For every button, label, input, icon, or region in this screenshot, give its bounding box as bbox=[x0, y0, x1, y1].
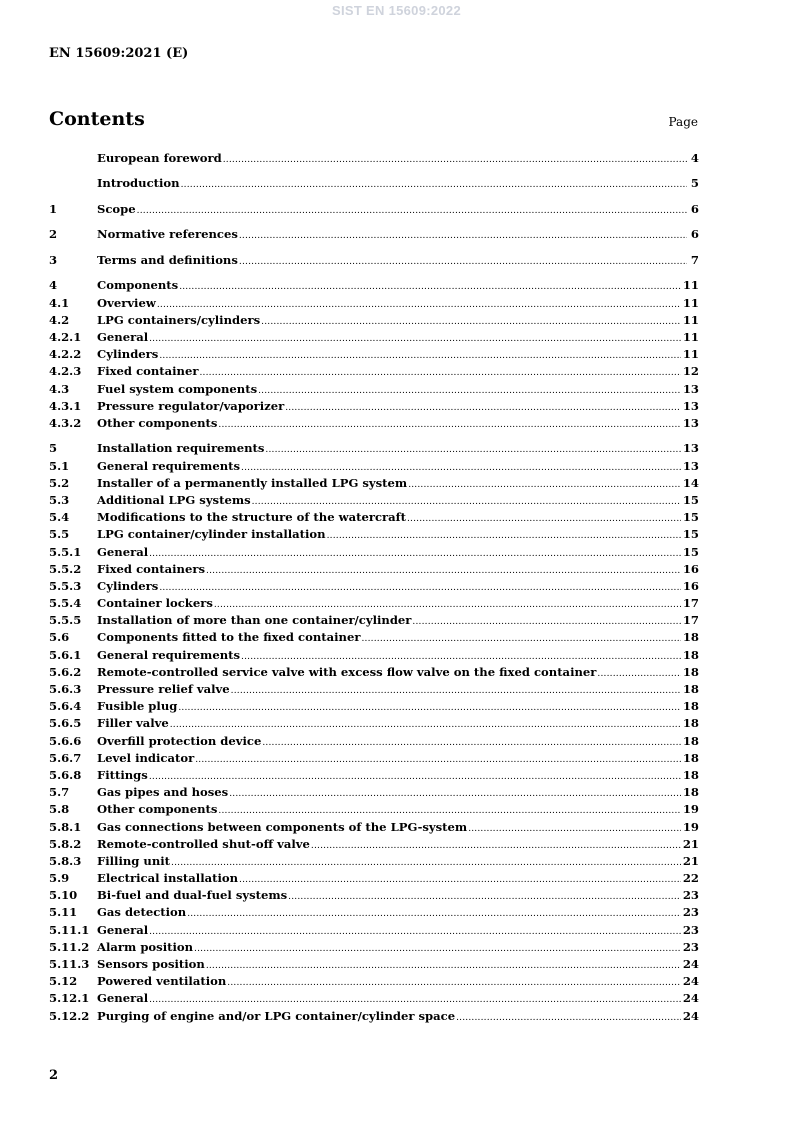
dot-leader bbox=[361, 631, 680, 648]
dot-leader bbox=[149, 331, 681, 348]
toc-entry[interactable] bbox=[49, 887, 699, 904]
toc-entry[interactable] bbox=[49, 681, 699, 698]
toc-entry-title: Other components bbox=[97, 802, 218, 817]
dot-leader bbox=[265, 442, 680, 459]
dot-leader bbox=[159, 580, 681, 597]
toc-entry-page: 17 bbox=[682, 596, 699, 611]
toc-entry-page: 19 bbox=[682, 802, 699, 817]
toc-entry-title: Gas connections between components of the LPG-system bbox=[97, 819, 468, 834]
dot-leader bbox=[408, 477, 681, 494]
dot-leader bbox=[311, 838, 681, 855]
toc-entry-title: Electrical installation bbox=[97, 871, 239, 886]
toc-entry[interactable] bbox=[49, 329, 699, 346]
dot-leader bbox=[206, 563, 681, 580]
toc-entry-number: 5 bbox=[49, 441, 58, 456]
toc-entry-number: 5.8.2 bbox=[49, 836, 82, 851]
toc-entry-page: 18 bbox=[682, 664, 699, 679]
toc-entry[interactable] bbox=[49, 698, 699, 715]
dot-leader bbox=[285, 400, 681, 417]
dot-leader bbox=[171, 855, 681, 872]
toc-entry[interactable] bbox=[49, 801, 699, 818]
toc-entry-page: 4 bbox=[690, 151, 699, 165]
toc-entry-number: 5.5 bbox=[49, 527, 70, 542]
toc-entry-page: 18 bbox=[682, 785, 699, 800]
toc-entry[interactable] bbox=[49, 175, 699, 192]
toc-entry-title: Additional LPG systems bbox=[97, 492, 251, 507]
dot-leader bbox=[258, 383, 681, 400]
toc-entry-number: 5.1 bbox=[49, 458, 70, 473]
toc-entry-number: 5.6.6 bbox=[49, 733, 82, 748]
toc-entry-page: 11 bbox=[682, 278, 699, 293]
toc-entry[interactable] bbox=[49, 561, 699, 578]
toc-entry[interactable] bbox=[49, 612, 699, 629]
toc-entry[interactable] bbox=[49, 252, 699, 269]
toc-entry-page: 12 bbox=[682, 364, 699, 379]
toc-entry-number: 5.6.4 bbox=[49, 699, 82, 714]
toc-entry-title: Filler valve bbox=[97, 716, 169, 731]
toc-entry[interactable] bbox=[49, 904, 699, 921]
dot-leader bbox=[206, 958, 681, 975]
toc-entry-title: General requirements bbox=[97, 458, 241, 473]
toc-entry-title: European foreword bbox=[97, 151, 222, 165]
dot-leader bbox=[407, 511, 681, 528]
toc-entry[interactable] bbox=[49, 363, 699, 380]
toc-entry-number: 4.2.2 bbox=[49, 347, 82, 362]
toc-entry-number: 5.8.1 bbox=[49, 819, 82, 834]
toc-entry-page: 18 bbox=[682, 716, 699, 731]
toc-entry[interactable] bbox=[49, 990, 699, 1007]
toc-entry-title: Gas pipes and hoses bbox=[97, 785, 229, 800]
toc-entry-page: 6 bbox=[690, 201, 699, 216]
toc-entry-number: 5.6.1 bbox=[49, 647, 82, 662]
toc-entry-title: Sensors position bbox=[97, 957, 205, 972]
dot-leader bbox=[412, 614, 680, 631]
dot-leader bbox=[181, 177, 687, 194]
toc-entry-number: 5.12.1 bbox=[49, 991, 90, 1006]
toc-entry-page: 18 bbox=[682, 750, 699, 765]
toc-entry-number: 5.8.3 bbox=[49, 853, 82, 868]
toc-entry[interactable] bbox=[49, 819, 699, 836]
toc-entry-number: 5.6.8 bbox=[49, 767, 82, 782]
toc-entry-number: 4 bbox=[49, 278, 58, 293]
toc-entry-number: 4.3 bbox=[49, 381, 70, 396]
toc-entry-number: 5.6.7 bbox=[49, 750, 82, 765]
toc-entry[interactable] bbox=[49, 295, 699, 312]
dot-leader bbox=[137, 203, 687, 220]
dot-leader bbox=[468, 821, 681, 838]
toc-entry[interactable] bbox=[49, 201, 699, 218]
toc-entry-title: Scope bbox=[97, 201, 136, 216]
toc-entry[interactable] bbox=[49, 956, 699, 973]
dot-leader bbox=[194, 941, 681, 958]
toc-entry-page: 17 bbox=[682, 613, 699, 628]
toc-entry[interactable] bbox=[49, 715, 699, 732]
toc-entry-title: Cylinders bbox=[97, 347, 159, 362]
toc-entry-number: 5.2 bbox=[49, 475, 70, 490]
toc-entry-title: Installation of more than one container/cylinder bbox=[97, 613, 412, 628]
toc-entry[interactable] bbox=[49, 1008, 699, 1025]
toc-entry[interactable] bbox=[49, 458, 699, 475]
toc-entry-page: 18 bbox=[682, 630, 699, 645]
toc-entry[interactable] bbox=[49, 922, 699, 939]
table-of-contents bbox=[49, 150, 699, 1025]
toc-entry-number: 3 bbox=[49, 252, 58, 267]
dot-leader bbox=[231, 683, 681, 700]
toc-entry[interactable] bbox=[49, 277, 699, 294]
toc-entry-title: LPG containers/cylinders bbox=[97, 312, 261, 327]
toc-entry-number: 4.3.1 bbox=[49, 398, 82, 413]
dot-leader bbox=[239, 228, 687, 245]
toc-entry-title: Introduction bbox=[97, 176, 180, 191]
toc-entry-page: 24 bbox=[682, 957, 699, 972]
toc-entry-title: Normative references bbox=[97, 227, 238, 242]
toc-entry[interactable] bbox=[49, 398, 699, 415]
toc-entry-title: Fusible plug bbox=[97, 699, 178, 714]
toc-entry-number: 5.11 bbox=[49, 905, 78, 920]
toc-entry[interactable] bbox=[49, 475, 699, 492]
toc-entry-page: 18 bbox=[682, 647, 699, 662]
dot-leader bbox=[178, 700, 681, 717]
toc-entry-title: Remote-controlled shut-off valve bbox=[97, 836, 310, 851]
toc-entry-number: 4.2 bbox=[49, 312, 70, 327]
toc-entry-page: 24 bbox=[682, 974, 699, 989]
toc-entry-number: 5.6.2 bbox=[49, 664, 82, 679]
toc-entry-title: Gas detection bbox=[97, 905, 187, 920]
dot-leader bbox=[199, 365, 680, 382]
toc-entry-title: Other components bbox=[97, 415, 218, 430]
document-id: EN 15609:2021 (E) bbox=[49, 46, 189, 61]
dot-leader bbox=[288, 889, 681, 906]
toc-entry[interactable] bbox=[49, 312, 699, 329]
toc-entry-title: Pressure relief valve bbox=[97, 682, 230, 697]
toc-entry-page: 18 bbox=[682, 767, 699, 782]
toc-entry-title: Modifications to the structure of the watercraft bbox=[97, 510, 406, 525]
toc-entry-page: 11 bbox=[682, 312, 699, 327]
toc-entry-number: 5.4 bbox=[49, 510, 70, 525]
toc-entry-number: 5.5.2 bbox=[49, 561, 82, 576]
toc-entry-title: Fittings bbox=[97, 767, 148, 782]
toc-entry-page: 13 bbox=[682, 398, 699, 413]
toc-entry-title: Installer of a permanently installed LPG system bbox=[97, 475, 408, 490]
toc-entry[interactable] bbox=[49, 750, 699, 767]
toc-entry-page: 15 bbox=[682, 544, 699, 559]
contents-title: Contents bbox=[49, 108, 145, 130]
dot-leader bbox=[261, 314, 681, 331]
toc-entry[interactable] bbox=[49, 836, 699, 853]
toc-entry-page: 11 bbox=[682, 329, 699, 344]
toc-entry-title: Cylinders bbox=[97, 578, 159, 593]
toc-entry-title: Components bbox=[97, 278, 179, 293]
toc-entry-page: 13 bbox=[682, 441, 699, 456]
toc-entry-number: 1 bbox=[49, 201, 58, 216]
toc-entry[interactable] bbox=[49, 415, 699, 432]
toc-entry[interactable] bbox=[49, 492, 699, 509]
toc-entry-page: 11 bbox=[682, 347, 699, 362]
toc-entry-title: Fixed containers bbox=[97, 561, 206, 576]
dot-leader bbox=[597, 666, 680, 683]
toc-entry-title: General bbox=[97, 544, 149, 559]
toc-entry-title: General bbox=[97, 329, 149, 344]
dot-leader bbox=[227, 975, 681, 992]
toc-entry-number: 5.11.2 bbox=[49, 939, 90, 954]
toc-entry-number: 5.7 bbox=[49, 785, 70, 800]
toc-entry-page: 15 bbox=[682, 492, 699, 507]
toc-entry-page: 23 bbox=[682, 922, 699, 937]
dot-leader bbox=[149, 769, 681, 786]
dot-leader bbox=[149, 924, 681, 941]
toc-entry-number: 5.11.3 bbox=[49, 957, 90, 972]
toc-entry-title: Bi-fuel and dual-fuel systems bbox=[97, 888, 288, 903]
toc-entry-number: 4.1 bbox=[49, 295, 70, 310]
watermark: SIST EN 15609:2022 bbox=[332, 3, 461, 18]
toc-entry-number: 5.10 bbox=[49, 888, 78, 903]
toc-entry-number: 5.6 bbox=[49, 630, 70, 645]
toc-entry-title: LPG container/cylinder installation bbox=[97, 527, 326, 542]
toc-entry[interactable] bbox=[49, 544, 699, 561]
toc-entry-page: 23 bbox=[682, 905, 699, 920]
toc-entry[interactable] bbox=[49, 595, 699, 612]
toc-entry[interactable] bbox=[49, 853, 699, 870]
toc-entry-number: 5.12 bbox=[49, 974, 78, 989]
toc-entry[interactable] bbox=[49, 526, 699, 543]
dot-leader bbox=[239, 254, 687, 271]
toc-entry-number: 4.2.3 bbox=[49, 364, 82, 379]
dot-leader bbox=[187, 906, 681, 923]
toc-entry-title: Fuel system components bbox=[97, 381, 258, 396]
toc-entry[interactable] bbox=[49, 784, 699, 801]
toc-entry-page: 15 bbox=[682, 527, 699, 542]
toc-entry[interactable] bbox=[49, 509, 699, 526]
toc-entry-number: 5.5.5 bbox=[49, 613, 82, 628]
toc-entry-page: 6 bbox=[690, 227, 699, 242]
toc-entry-title: General bbox=[97, 922, 149, 937]
toc-entry-page: 15 bbox=[682, 510, 699, 525]
dot-leader bbox=[149, 546, 681, 563]
toc-entry[interactable] bbox=[49, 226, 699, 243]
toc-entry[interactable] bbox=[49, 664, 699, 681]
toc-entry-page: 19 bbox=[682, 819, 699, 834]
toc-entry[interactable] bbox=[49, 767, 699, 784]
toc-entry[interactable] bbox=[49, 870, 699, 887]
dot-leader bbox=[218, 417, 680, 434]
toc-entry-title: Overfill protection device bbox=[97, 733, 262, 748]
toc-entry-number: 5.5.4 bbox=[49, 596, 82, 611]
toc-entry[interactable] bbox=[49, 346, 699, 363]
dot-leader bbox=[179, 279, 681, 296]
toc-entry-number: 5.5.3 bbox=[49, 578, 82, 593]
toc-entry[interactable] bbox=[49, 578, 699, 595]
toc-entry-title: Level indicator bbox=[97, 750, 195, 765]
toc-entry-page: 23 bbox=[682, 888, 699, 903]
toc-entry[interactable] bbox=[49, 150, 699, 167]
toc-entry-page: 18 bbox=[682, 682, 699, 697]
toc-entry[interactable] bbox=[49, 733, 699, 750]
toc-entry-title: Overview bbox=[97, 295, 156, 310]
toc-entry-page: 13 bbox=[682, 458, 699, 473]
dot-leader bbox=[229, 786, 681, 803]
toc-entry[interactable] bbox=[49, 440, 699, 457]
toc-entry-page: 24 bbox=[682, 991, 699, 1006]
toc-entry[interactable] bbox=[49, 381, 699, 398]
toc-entry-page: 24 bbox=[682, 1008, 699, 1023]
toc-entry-title: Alarm position bbox=[97, 939, 194, 954]
toc-entry-page: 16 bbox=[682, 561, 699, 576]
dot-leader bbox=[262, 735, 681, 752]
toc-entry-number: 5.6.3 bbox=[49, 682, 82, 697]
toc-entry-number: 4.2.1 bbox=[49, 329, 82, 344]
dot-leader bbox=[456, 1010, 681, 1027]
toc-entry-number: 4.3.2 bbox=[49, 415, 82, 430]
toc-entry-title: General bbox=[97, 991, 149, 1006]
toc-entry-title: Fixed container bbox=[97, 364, 199, 379]
toc-entry-number: 5.9 bbox=[49, 871, 70, 886]
toc-entry[interactable] bbox=[49, 647, 699, 664]
page-number: 2 bbox=[49, 1068, 59, 1083]
dot-leader bbox=[195, 752, 681, 769]
toc-entry-title: Terms and definitions bbox=[97, 252, 238, 267]
toc-entry-page: 13 bbox=[682, 415, 699, 430]
toc-entry-page: 23 bbox=[682, 939, 699, 954]
toc-entry-title: General requirements bbox=[97, 647, 241, 662]
dot-leader bbox=[239, 872, 681, 889]
toc-entry-page: 14 bbox=[682, 475, 699, 490]
dot-leader bbox=[223, 152, 687, 169]
toc-entry-page: 18 bbox=[682, 733, 699, 748]
toc-entry-page: 22 bbox=[682, 871, 699, 886]
toc-entry-title: Purging of engine and/or LPG container/cylinder space bbox=[97, 1008, 456, 1023]
toc-entry[interactable] bbox=[49, 939, 699, 956]
toc-entry-number: 2 bbox=[49, 227, 58, 242]
toc-entry-page: 18 bbox=[682, 699, 699, 714]
toc-entry-number: 5.6.5 bbox=[49, 716, 82, 731]
toc-entry-title: Components fitted to the fixed container bbox=[97, 630, 361, 645]
toc-entry-page: 16 bbox=[682, 578, 699, 593]
toc-entry-title: Remote-controlled service valve with excess flow valve on the fixed container bbox=[97, 664, 597, 679]
toc-entry-page: 21 bbox=[682, 853, 699, 868]
toc-entry-page: 11 bbox=[682, 295, 699, 310]
toc-entry-page: 7 bbox=[690, 252, 699, 267]
toc-entry-title: Container lockers bbox=[97, 596, 213, 611]
toc-entry-title: Filling unit bbox=[97, 853, 171, 868]
toc-entry-number: 5.11.1 bbox=[49, 922, 90, 937]
toc-entry-title: Installation requirements bbox=[97, 441, 265, 456]
toc-entry-number: 5.5.1 bbox=[49, 544, 82, 559]
toc-entry-page: 13 bbox=[682, 381, 699, 396]
toc-entry-number: 5.12.2 bbox=[49, 1008, 90, 1023]
toc-entry-page: 21 bbox=[682, 836, 699, 851]
page-column-label: Page bbox=[668, 115, 698, 129]
toc-entry[interactable] bbox=[49, 973, 699, 990]
toc-entry-page: 5 bbox=[690, 176, 699, 191]
toc-entry[interactable] bbox=[49, 629, 699, 646]
dot-leader bbox=[327, 528, 681, 545]
toc-entry-number: 5.8 bbox=[49, 802, 70, 817]
dot-leader bbox=[159, 348, 681, 365]
toc-entry-title: Pressure regulator/vaporizer bbox=[97, 398, 285, 413]
toc-entry-title: Powered ventilation bbox=[97, 974, 227, 989]
toc-entry-number: 5.3 bbox=[49, 492, 70, 507]
